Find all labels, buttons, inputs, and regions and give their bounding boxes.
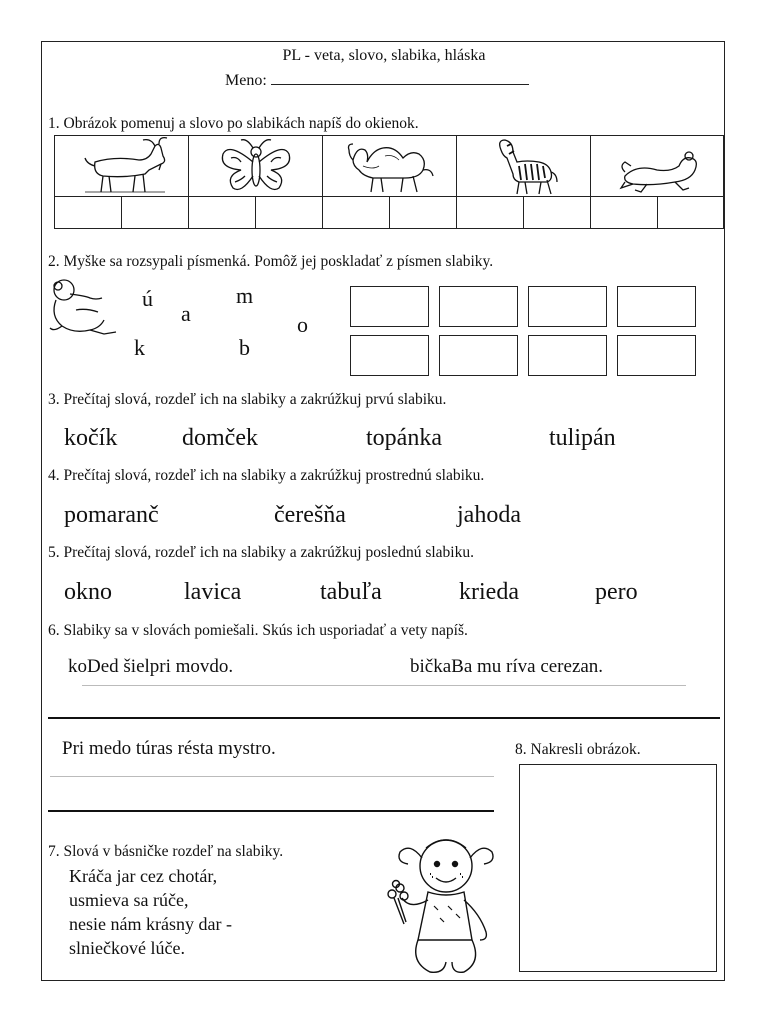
letter: a <box>181 301 191 326</box>
poem-line: slniečkové lúče. <box>69 938 185 958</box>
syllable-box[interactable] <box>617 335 696 376</box>
syllable-box[interactable] <box>439 335 518 376</box>
scrambled-sentence: koDed šielpri movdo. <box>68 656 234 677</box>
picture-table <box>54 135 724 229</box>
task1-instruction: 1. Obrázok pomenuj a slovo po slabikách napíš do okienok. <box>48 115 419 132</box>
syllable-box[interactable] <box>55 197 122 229</box>
writing-line[interactable] <box>82 685 686 686</box>
task2-instruction: 2. Myške sa rozsypali písmenká. Pomôž jej poskladať z písmen slabiky. <box>48 253 494 270</box>
syllable-box[interactable] <box>439 286 518 327</box>
girl-icon <box>370 822 510 980</box>
word: jahoda <box>457 502 521 528</box>
scrambled-sentence: Pri medo túras résta mystro. <box>62 738 276 759</box>
syllable-box[interactable] <box>528 286 607 327</box>
word: tabuľa <box>320 579 382 605</box>
syllable-box[interactable] <box>189 197 256 229</box>
task4-instruction: 4. Prečítaj slová, rozdeľ ich na slabiky a zakrúžkuj prostrednú slabiku. <box>48 467 485 484</box>
page-title: PL - veta, slovo, slabika, hláska <box>282 47 486 64</box>
scrambled-sentence: bičkaBa mu ríva cerezan. <box>410 656 604 677</box>
picture-cell-butterfly <box>189 136 323 196</box>
poem-line: usmieva sa rúče, <box>69 890 189 910</box>
task3-instruction: 3. Prečítaj slová, rozdeľ ich na slabiky a zakrúžkuj prvú slabiku. <box>48 391 447 408</box>
syllable-box[interactable] <box>617 286 696 327</box>
poem-line: Kráča jar cez chotár, <box>69 866 218 886</box>
syllable-box[interactable] <box>256 197 323 229</box>
letter: m <box>236 283 254 308</box>
syllable-box[interactable] <box>390 197 457 229</box>
task6-instruction: 6. Slabiky sa v slovách pomiešali. Skús ich usporiadať a vety napíš. <box>48 622 468 639</box>
syllable-box[interactable] <box>323 197 390 229</box>
syllable-box[interactable] <box>457 197 524 229</box>
goat-icon <box>55 136 189 196</box>
picture-cell-camel <box>323 136 457 196</box>
picture-cell-zebra <box>457 136 591 196</box>
syllable-box[interactable] <box>658 197 725 229</box>
writing-line[interactable] <box>48 810 494 812</box>
picture-cell-goat <box>55 136 189 196</box>
letter: k <box>134 335 145 360</box>
word: kočík <box>64 425 118 451</box>
task7-instruction: 7. Slová v básničke rozdeľ na slabiky. <box>48 843 284 860</box>
mouse-icon <box>46 276 126 338</box>
syllable-box[interactable] <box>528 335 607 376</box>
camel-icon <box>323 136 457 196</box>
word: pomaranč <box>64 502 159 528</box>
task8-instruction: 8. Nakresli obrázok. <box>515 741 641 758</box>
poem-line: nesie nám krásny dar - <box>69 914 232 934</box>
name-field[interactable] <box>225 70 529 90</box>
syllable-box[interactable] <box>524 197 591 229</box>
name-label: Meno: <box>225 72 267 89</box>
drawing-area[interactable] <box>519 764 717 972</box>
word: lavica <box>184 579 242 605</box>
word: domček <box>182 425 258 451</box>
syllable-box[interactable] <box>591 197 658 229</box>
picture-cell-frog <box>591 136 725 196</box>
writing-line[interactable] <box>50 776 494 777</box>
butterfly-icon <box>189 136 323 196</box>
word: krieda <box>459 579 519 605</box>
letter: ú <box>142 286 153 311</box>
name-line[interactable] <box>271 70 529 85</box>
word: tulipán <box>549 425 616 451</box>
syllable-box[interactable] <box>122 197 189 229</box>
word: pero <box>595 579 638 605</box>
writing-line[interactable] <box>48 717 720 719</box>
task5-instruction: 5. Prečítaj slová, rozdeľ ich na slabiky a zakrúžkuj poslednú slabiku. <box>48 544 474 561</box>
syllable-row <box>55 196 723 229</box>
syllable-box[interactable] <box>350 286 429 327</box>
letter: b <box>239 335 250 360</box>
word: čerešňa <box>274 502 346 528</box>
word: okno <box>64 579 112 605</box>
letter: o <box>297 312 308 337</box>
syllable-box[interactable] <box>350 335 429 376</box>
zebra-icon <box>457 136 591 196</box>
worksheet <box>41 41 725 981</box>
frog-icon <box>591 136 725 196</box>
word: topánka <box>366 425 442 451</box>
